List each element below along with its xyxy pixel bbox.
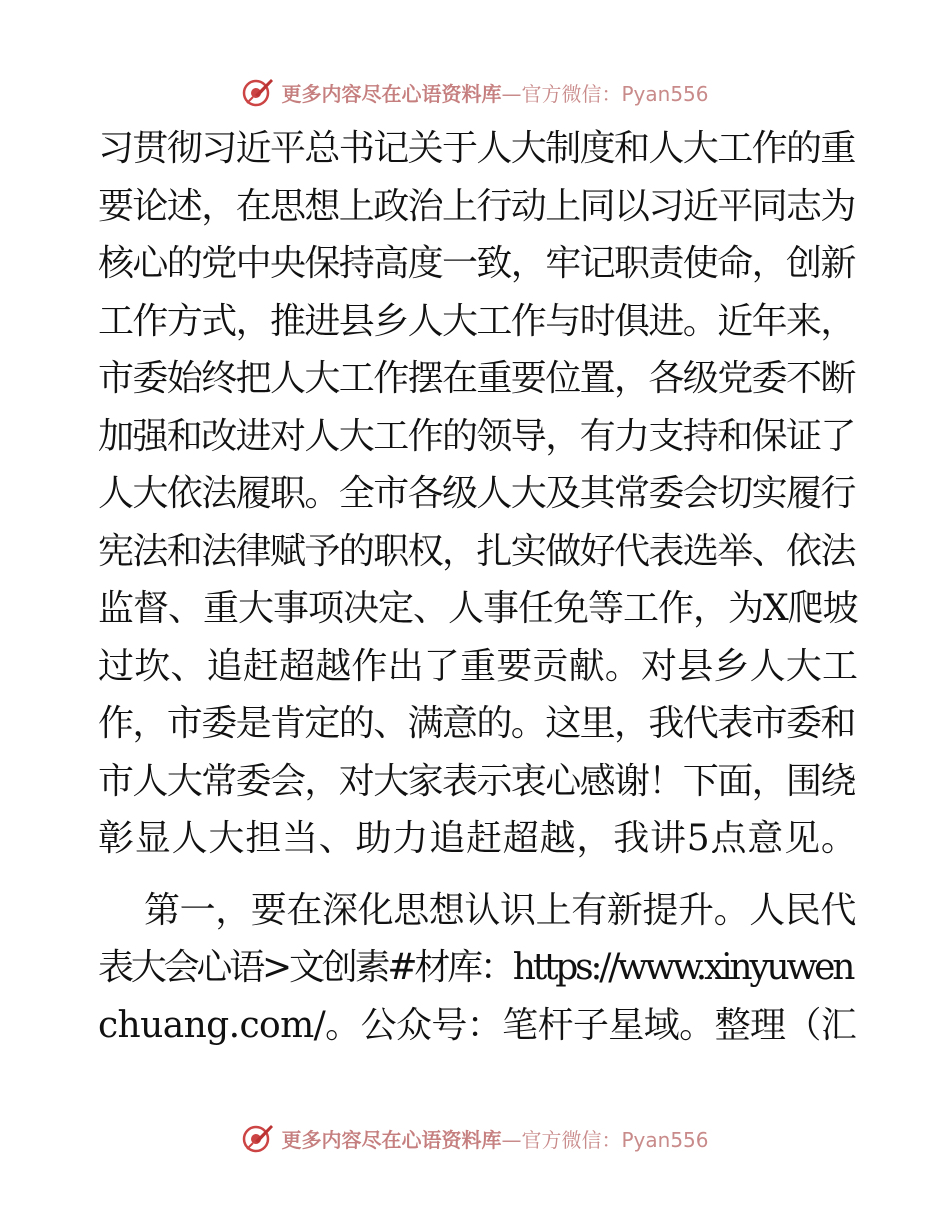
text-line: 核心的党中央保持高度一致，牢记职责使命，创新: [98, 243, 855, 284]
watermark-header: [0, 72, 950, 112]
watermark-footer: [0, 1118, 950, 1158]
watermark-separator: —: [501, 81, 522, 106]
paragraph-1: [98, 120, 858, 868]
text-line: 工作方式，推进县乡人大工作与时俱进。近年来，: [98, 300, 855, 342]
watermark-wechat-id: Pyan556: [621, 1127, 709, 1152]
text-line: 习贯彻习近平总书记关于人大制度和人大工作的重: [98, 128, 855, 169]
watermark-brand: 更多内容尽在心语资料库: [281, 1127, 502, 1152]
watermark-text: [281, 78, 708, 107]
text-line: 过坎、追赶超越作出了重要贡献。对县乡人大工: [98, 645, 859, 687]
text-line: 市委始终把人大工作摆在重要位置，各级党委不断: [98, 358, 855, 399]
text-line: chuang.com/。公众号：笔杆子星域。整理（汇: [98, 1004, 857, 1046]
text-line: 加强和改进对人大工作的领导，有力支持和保证了: [98, 415, 855, 457]
text-line: 监督、重大事项决定、人事任免等工作，为X爬坡: [98, 588, 858, 629]
quill-logo-icon: [241, 1121, 275, 1155]
text-line: 作，市委是肯定的、满意的。这里，我代表市委和: [98, 703, 855, 744]
watermark-separator: —: [501, 1127, 522, 1152]
text-line: 要论述，在思想上政治上行动上同以习近平同志为: [98, 185, 855, 227]
watermark-text: [281, 1124, 708, 1153]
watermark-wechat-label: 官方微信：: [521, 1127, 622, 1152]
quill-logo-icon: [241, 75, 275, 109]
text-line: 市人大常委会，对大家表示衷心感谢！下面，围绕: [98, 760, 855, 802]
text-line: 人大依法履职。全市各级人大及其常委会切实履行: [98, 473, 855, 514]
watermark-brand: 更多内容尽在心语资料库: [281, 81, 502, 106]
watermark-wechat-id: Pyan556: [621, 81, 709, 106]
paragraph-2: [98, 882, 858, 1055]
watermark-wechat-label: 官方微信：: [521, 81, 622, 106]
text-line: 第一，要在深化思想认识上有新提升。人民代: [144, 889, 857, 931]
text-line: 表大会心语>文创素#材库：https://www.xinyuwen: [98, 947, 853, 988]
text-line: 彰显人大担当、助力追赶超越，我讲5点意见。: [98, 818, 858, 859]
text-line: 宪法和法律赋予的职权，扎实做好代表选举、依法: [98, 530, 855, 572]
document-body: [98, 120, 858, 1054]
